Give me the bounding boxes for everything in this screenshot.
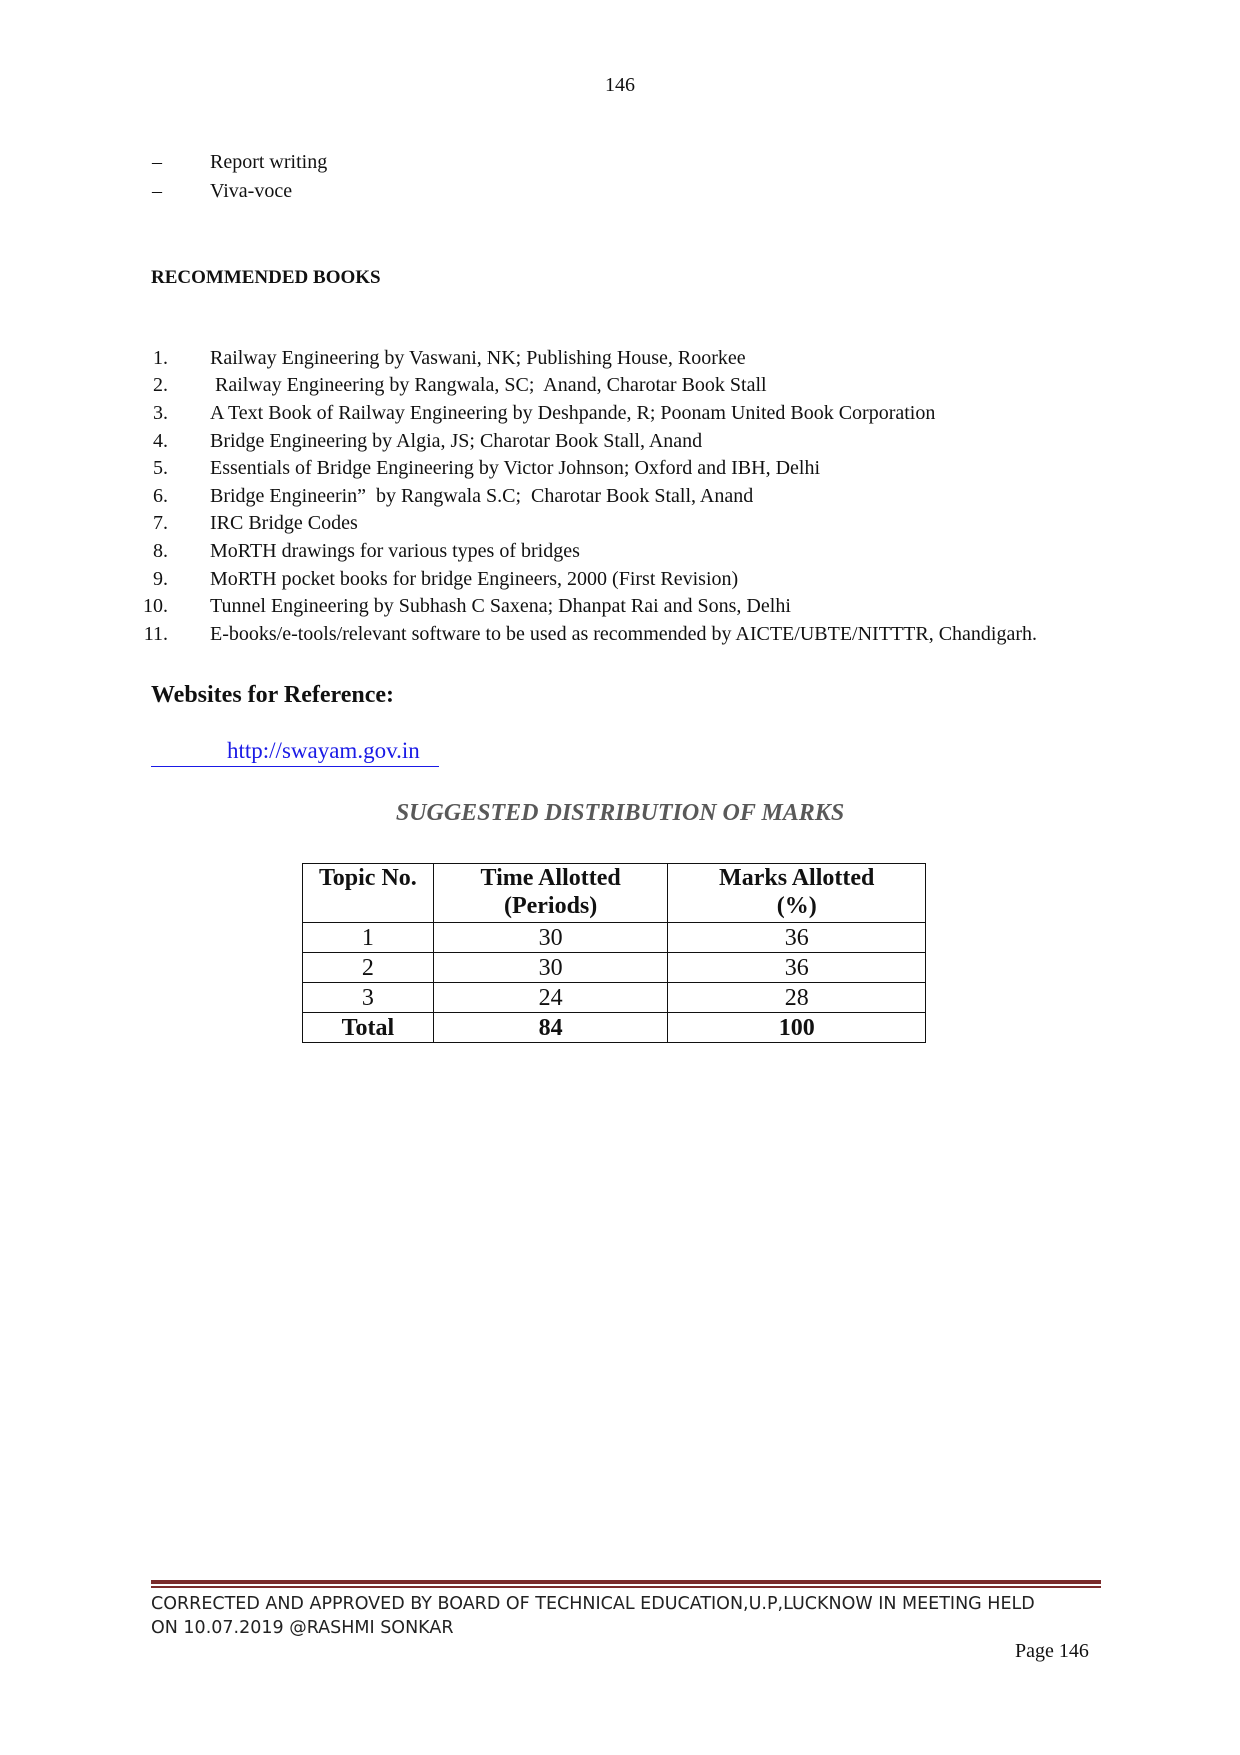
- book-number: 10.: [143, 595, 168, 617]
- book-text: Tunnel Engineering by Subhash C Saxena; Dhanpat Rai and Sons, Delhi: [210, 595, 791, 617]
- websites-heading: Websites for Reference:: [151, 682, 395, 708]
- header-marks-line1: Marks Allotted: [719, 865, 875, 891]
- cell-topic: 1: [303, 923, 434, 953]
- book-text: A Text Book of Railway Engineering by Deshpande, R; Poonam United Book Corporation: [210, 402, 936, 424]
- cell-time: 30: [433, 923, 668, 953]
- book-number: 7.: [153, 512, 168, 534]
- marks-table: [302, 863, 926, 1043]
- book-text: Essentials of Bridge Engineering by Victor Johnson; Oxford and IBH, Delhi: [210, 457, 820, 479]
- marks-distribution-heading: SUGGESTED DISTRIBUTION OF MARKS: [395, 800, 845, 826]
- list-item-text: Viva-voce: [210, 180, 293, 202]
- page-number-top: 146: [605, 74, 635, 96]
- cell-marks: 28: [668, 983, 926, 1013]
- cell-marks: 36: [668, 923, 926, 953]
- header-marks-line2: (%): [776, 893, 817, 919]
- cell-time: 24: [433, 983, 668, 1013]
- book-number: 6.: [153, 485, 168, 507]
- cell-marks: 36: [668, 953, 926, 983]
- table-row: [303, 953, 926, 983]
- cell-topic: 3: [303, 983, 434, 1013]
- table-total-row: [303, 1013, 926, 1043]
- header-time-line1: Time Allotted: [480, 865, 621, 891]
- list-item-text: Report writing: [210, 151, 328, 173]
- cell-total-label: Total: [303, 1013, 434, 1043]
- list-marker: –: [152, 180, 162, 202]
- footer-page-label: Page 146: [1015, 1640, 1089, 1662]
- header-time-line2: (Periods): [503, 893, 598, 919]
- table-header-row: [303, 864, 926, 923]
- list-marker: –: [152, 151, 162, 173]
- header-marks: [668, 864, 926, 923]
- footer-line-2: ON 10.07.2019 @RASHMI SONKAR: [151, 1618, 454, 1638]
- cell-time: 30: [433, 953, 668, 983]
- book-text: Bridge Engineerin” by Rangwala S.C; Charotar Book Stall, Anand: [210, 485, 754, 507]
- cell-topic: 2: [303, 953, 434, 983]
- footer-divider-thick: [151, 1580, 1101, 1584]
- footer-divider-thin: [151, 1586, 1101, 1588]
- book-number: 1.: [153, 347, 168, 369]
- book-number: 3.: [153, 402, 168, 424]
- book-text: MoRTH drawings for various types of bridges: [210, 540, 580, 562]
- header-topic: Topic No.: [303, 864, 434, 923]
- book-text: Railway Engineering by Vaswani, NK; Publishing House, Roorkee: [210, 347, 746, 369]
- footer-line-1: CORRECTED AND APPROVED BY BOARD OF TECHNICAL EDUCATION,U.P,LUCKNOW IN MEETING HELD: [151, 1594, 1035, 1614]
- book-text: IRC Bridge Codes: [210, 512, 358, 534]
- table-row: [303, 983, 926, 1013]
- book-text: Railway Engineering by Rangwala, SC; Anand, Charotar Book Stall: [210, 374, 767, 396]
- table-row: [303, 923, 926, 953]
- website-link[interactable]: http://swayam.gov.in: [227, 738, 420, 763]
- book-number: 9.: [153, 568, 168, 590]
- book-number: 5.: [153, 457, 168, 479]
- footer-approval-text: [151, 1592, 1111, 1640]
- book-text: E-books/e-tools/relevant software to be used as recommended by AICTE/UBTE/NITTTR, Chandigarh.: [210, 623, 1038, 645]
- book-number: 4.: [153, 430, 168, 452]
- header-time: [433, 864, 668, 923]
- book-number: 8.: [153, 540, 168, 562]
- cell-total-time: 84: [433, 1013, 668, 1043]
- book-number: 11.: [143, 623, 168, 645]
- book-text: MoRTH pocket books for bridge Engineers, 2000 (First Revision): [210, 568, 739, 590]
- book-number: 2.: [153, 374, 168, 396]
- cell-total-marks: 100: [668, 1013, 926, 1043]
- website-link-row: [151, 738, 439, 767]
- recommended-books-heading: RECOMMENDED BOOKS: [151, 267, 381, 288]
- book-text: Bridge Engineering by Algia, JS; Charotar Book Stall, Anand: [210, 430, 703, 452]
